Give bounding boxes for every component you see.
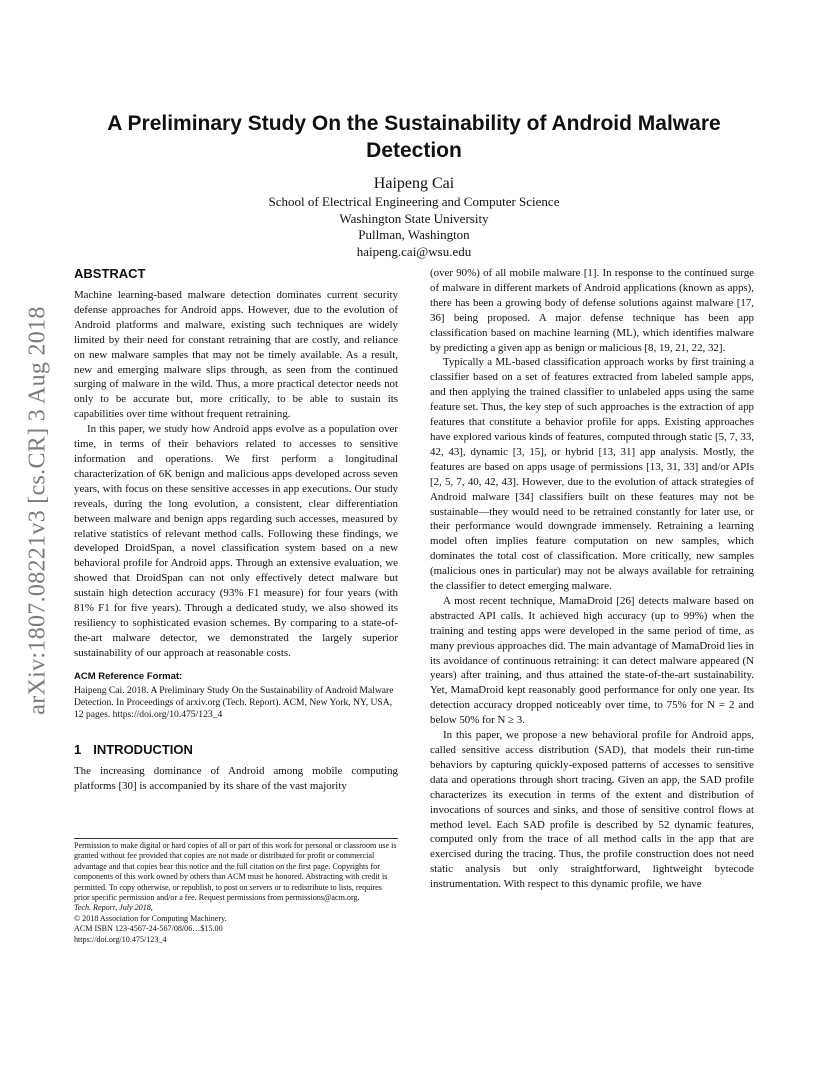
introduction-number: 1 bbox=[74, 741, 82, 757]
arxiv-identifier-text: arXiv:1807.08221v3 [cs.CR] 3 Aug 2018 bbox=[24, 305, 51, 715]
isbn-line: ACM ISBN 123-4567-24-567/08/06…$15.00 bbox=[74, 924, 223, 934]
abstract-paragraph-2: In this paper, we study how Android apps evolve as a population over time, in terms of their behaviors related to accesses to sensitive information and operations. We first perform a longitudinal characterization of 6K benign and malicious apps developed across seven years, with focus on these sensitive accesses in app executions. Our study reveals, during the long evolution, a consistent, clear differentiation between malware and benign apps regarding such accesses, measured by relative statistics of relevant method calls. Following these findings, we developed DroidSpan, a novel classification system based on a new behavioral profile for Android apps. Through an extensive evaluation, we showed that DroidSpan can not only effectively detect malware but sustain high detection accuracy (93% F1 measure) for four years (with 81% F1 for five years). Through a dedicated study, we also showed its resiliency to sophisticated evasion schemes. By comparing to a state-of-the-art malware detector, we demonstrated the largely superior sustainability of our approach at reasonable costs. bbox=[74, 423, 398, 659]
affiliation-university: Washington State University bbox=[339, 210, 489, 226]
intro-paragraph-proposal: In this paper, we propose a new behavioral profile for Android apps, called sensitive access distribution (SAD), that models their run-time behaviors by capturing quickly-exposed patterns of accesses to sensitive data and operations through short tracing. Given an app, the SAD profile characterizes its execution in terms of the extent and distribution of invocations of sources and sinks, and those of sensitive control flows at method level. Each SAD profile is described by 52 dynamic features, computed only from the trace of all method calls in the app that are exercised during the tracing. Thus, the profile construction does not need static analysis but only straightforward, lightweight bytecode instrumentation. With respect to this dynamic profile, we have bbox=[430, 729, 754, 891]
author-name: Haipeng Cai bbox=[373, 175, 455, 192]
copyright-line: © 2018 Association for Computing Machinery. bbox=[74, 913, 227, 923]
introduction-paragraph-1: The increasing dominance of Android among mobile computing platforms [30] is accompanied by its share of the vast majority bbox=[74, 764, 398, 792]
permission-notice bbox=[74, 838, 398, 945]
left-column bbox=[74, 266, 398, 794]
intro-paragraph-continued: (over 90%) of all mobile malware [1]. In response to the continued surge of malware in different markets of Android applications (known as apps), there has been a growing body of defense solutions against malware [17, 36] being proposed. A major defense technique has been app classification based on machine learning (ML), which identifies malware by predicting a given app as benign or malicious [8, 19, 21, 22, 32]. bbox=[430, 267, 754, 354]
intro-paragraph-mamadroid: A most recent technique, MamaDroid [26] detects malware based on abstracted API calls. It achieved high accuracy (up to 99%) when the training and testing apps were developed in the same period of time, as many previous approaches did. The main advantage of MamaDroid lies in its avoidance of continuous retraining: it can detect malware appeared (N years) after training, and thus attained the state-of-the-art sustainability. Yet, MamaDroid kept reasonably good performance for only one year. Its detection accuracy dropped noticeably over time, to 75% for N = 2 and below 50% for N ≥ 3. bbox=[430, 594, 754, 727]
author-block bbox=[160, 174, 668, 260]
doi-line: https://doi.org/10.475/123_4 bbox=[74, 934, 167, 944]
tech-report-line: Tech. Report, July 2018, bbox=[74, 903, 153, 913]
intro-paragraph-classification: Typically a ML-based classification approach works by first training a classifier based on a set of features extracted from labeled sample apps, and then applying the trained classifier to unlabeled apps using the same feature set. Thus, the key step of such approaches is the extraction of app features that constitute a behavior profile for apps. Existing approaches have explored various kinds of features, computed through static [5, 7, 33, 42, 43], dynamic [3, 15], or hybrid [13, 31] app analysis. Mostly, the features are based on apps usage of permissions [13, 31, 33] and/or APIs [2, 5, 7, 40, 42, 43]. However, due to the evolution of attack strategies of Android malware [34] classifiers built on these features may not be sustainable—they would need to be retrained constantly for later use, or their performance would downgrade immensely. Retraining a learning model often implies feature computation on new samples, which dominates the total cost of classification. More critically, new samples (malicious ones in particular) may not be always available for retraining the classifier to detect emerging malware. bbox=[430, 356, 754, 593]
author-email: haipeng.cai@wsu.edu bbox=[356, 243, 472, 259]
affiliation-location: Pullman, Washington bbox=[358, 227, 470, 242]
arxiv-identifier bbox=[18, 287, 58, 733]
permission-text: Permission to make digital or hard copies of all or part of this work for personal or classroom use is granted without fee provided that copies are not made or distributed for profit or commercial advantage and that copies bear this notice and the full citation on the first page. Copyrights for components of this work owned by others than ACM must be honored. Abstracting with credit is permitted. To copy otherwise, or republish, to post on servers or to redistribute to lists, requires prior specific permission and/or a fee. Request permissions from permissions@acm.org. bbox=[74, 841, 397, 903]
introduction-heading bbox=[74, 742, 398, 758]
acm-reference-heading: ACM Reference Format: bbox=[74, 670, 183, 682]
acm-reference-text: Haipeng Cai. 2018. A Preliminary Study On the Sustainability of Android Malware Detection. In Proceedings of arxiv.org (Tech. Report). ACM, New York, NY, USA, 12 pages. https://doi.org/10.475/123_4 bbox=[74, 684, 394, 721]
abstract-heading: ABSTRACT bbox=[74, 266, 146, 281]
paper-title: A Preliminary Study On the Sustainability of Android Malware Detection bbox=[107, 112, 721, 162]
introduction-title: INTRODUCTION bbox=[93, 741, 193, 757]
affiliation-school: School of Electrical Engineering and Computer Science bbox=[268, 194, 560, 209]
abstract-paragraph-1: Machine learning-based malware detection dominates current security defense approaches for Android apps. However, due to the evolution of Android platforms and malware, existing such techniques are widely limited by their need for constant retraining that are costly, and reliance on new malware samples that may not be timely available. As a result, new and emerging malware slips through, as seen from the continued surging of malware in the wild. Thus, a more practical detector needs not only to be accurate but, more critically, to be able to sustain its capabilities over time without frequent retraining. bbox=[74, 289, 398, 421]
right-column bbox=[430, 266, 754, 892]
